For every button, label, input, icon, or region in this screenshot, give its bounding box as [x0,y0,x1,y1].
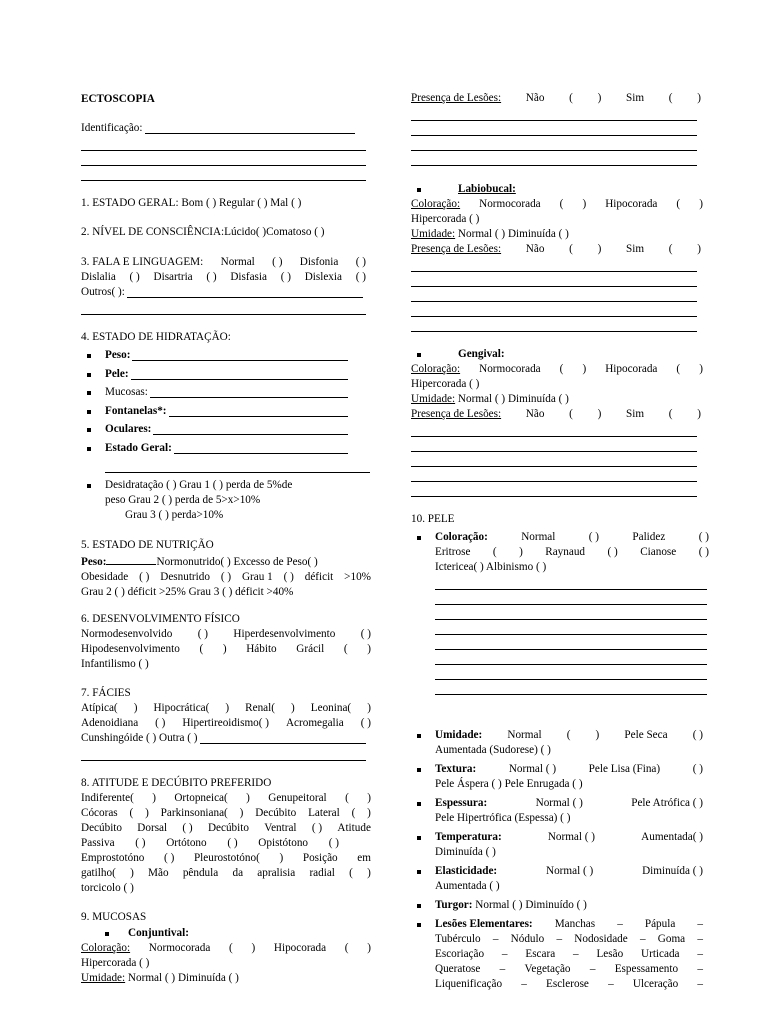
pele-lines[interactable] [435,575,703,695]
hidratacao-extra-line[interactable] [105,458,370,473]
gengival-body[interactable]: Coloração: Normocorada ( ) Hipocorada ( ) Hipercorada ( ) Umidade: Normal ( ) Diminuída ( ) Presença de Lesões: Não ( ) Sim ( ) [411,362,703,497]
labiobucal-body[interactable]: Coloração: Normocorada ( ) Hipocorada ( ) Hipercorada ( ) Umidade: Normal ( ) Diminuída ( ) Presença de Lesões: Não ( ) Sim ( ) [411,197,703,332]
identificacao-label: Identificação: [81,122,143,134]
gengival-title: Gengival: [411,347,703,362]
nutricao-body[interactable]: Peso: Normonutrido( ) Excesso de Peso( ) Obesidade ( ) Desnutrido ( ) Grau 1 ( ) déficit >10% Grau 2 ( ) déficit >25% Grau 3 ( ) déficit >40% [81,553,371,600]
mucosas-header: 9. MUCOSAS [81,911,147,923]
outros-line[interactable] [127,285,363,298]
desenvolvimento-header: 6. DESENVOLVIMENTO FÍSICO [81,613,240,625]
nivel-consciencia[interactable]: 2. NÍVEL DE CONSCIÊNCIA:Lúcido( )Comatoso ( ) [81,226,325,238]
desenvolvimento-body[interactable]: Normodesenvolvido ( ) Hiperdesenvolvimento ( ) Hipodesenvolvimento ( ) Hábito Grácil ( ) Infantilismo ( ) [81,628,371,670]
facies-header: 7. FÁCIES [81,687,131,699]
hidratacao-peso[interactable]: Peso: [81,348,371,367]
pele-attributes-list [411,728,703,992]
page-title: ECTOSCOPIA [81,93,155,105]
hidratacao-estado-geral[interactable]: Estado Geral: [81,441,371,460]
pele-lesoes-elementares[interactable]: Lesões Elementares: Manchas – Pápula – Tubérculo – Nódulo – Nodosidade – Goma – Escoriação – Escara – Lesão Urticada – Queratose – Vegetação – Espessamento – Liquenificação – Esclerose – Ulceração – [411,917,703,992]
desidratacao-grau3[interactable]: Grau 3 ( ) perda>10% [125,509,224,521]
pele-coloracao[interactable]: Coloração: Normal ( ) Palidez ( ) Eritrose ( ) Raynaud ( ) Cianose ( ) Ictericea( ) Albinismo ( ) [411,530,703,575]
labiobucal-title: Labiobucal: [411,182,703,197]
conjuntival-title: Conjuntival: [81,926,371,941]
pele-header: 10. PELE [411,513,455,525]
presenca-lesoes-conjuntival[interactable]: Presença de Lesões: Não ( ) Sim ( ) [411,91,703,166]
estado-geral[interactable]: 1. ESTADO GERAL: Bom ( ) Regular ( ) Mal ( ) [81,197,302,209]
pele-espessura[interactable]: Espessura: Normal ( ) Pele Atrófica ( ) Pele Hipertrófica (Espessa) ( ) [411,796,703,826]
gengival-list [411,347,703,362]
atitude-header: 8. ATITUDE E DECÚBITO PREFERIDO [81,777,272,789]
pele-temperatura[interactable]: Temperatura: Normal ( ) Aumentada( ) Diminuída ( ) [411,830,703,860]
mucosas-list [81,926,371,941]
desidratacao-item[interactable]: Desidratação ( ) Grau 1 ( ) perda de 5%de peso Grau 2 ( ) perda de 5>x>10% [81,478,371,508]
hidratacao-header: 4. ESTADO DE HIDRATAÇÃO: [81,331,231,343]
labiobucal-list [411,182,703,197]
hidratacao-oculares[interactable]: Oculares: [81,422,371,441]
identificacao-line-3[interactable] [81,151,366,166]
pele-elasticidade[interactable]: Elasticidade: Normal ( ) Diminuída ( ) Aumentada ( ) [411,864,703,894]
fala-line-2[interactable] [81,300,366,315]
hidratacao-fontanelas[interactable]: Fontanelas*: [81,404,371,423]
facies-body[interactable]: Atípica( ) Hipocrática( ) Renal( ) Leonina( ) Adenoidiana ( ) Hipertireoidismo( ) Acromegalia ( ) Cunshingóide ( ) Outra ( ) [81,701,371,761]
identificacao-line-2[interactable] [81,136,366,151]
desidratacao-list [81,478,371,508]
pele-umidade[interactable]: Umidade: Normal ( ) Pele Seca ( ) Aumentada (Sudorese) ( ) [411,728,703,758]
pele-coloracao-list [411,530,709,575]
hidratacao-pele[interactable]: Pele: [81,367,371,386]
identificacao-field [81,121,371,181]
atitude-body[interactable]: Indiferente( ) Ortopneica( ) Genupeitoral ( ) Cócoras ( ) Parkinsoniana( ) Decúbito Lateral ( ) Decúbito Dorsal ( ) Decúbito Ventral ( ) Atitude Passiva ( ) Ortótono ( ) Opistótono ( ) Emprostotóno ( ) Pleurostotóno( ) Posição em gatilho( ) Mão pêndula da apralisia radial ( ) torcicolo ( ) [81,792,371,894]
nutricao-header: 5. ESTADO DE NUTRIÇÃO [81,539,214,551]
pele-turgor[interactable]: Turgor: Normal ( ) Diminuído ( ) [411,898,703,913]
identificacao-line-4[interactable] [81,166,366,181]
fala-linguagem[interactable]: 3. FALA E LINGUAGEM: Normal ( ) Disfonia ( ) Dislalia ( ) Disartria ( ) Disfasia ( ) Dislexia ( ) Outros( ): [81,255,371,315]
hidratacao-mucosas[interactable]: Mucosas: [81,385,371,404]
pele-textura[interactable]: Textura: Normal ( ) Pele Lisa (Fina) ( ) Pele Áspera ( ) Pele Enrugada ( ) [411,762,703,792]
conjuntival-body[interactable]: Coloração: Normocorada ( ) Hipocorada ( ) Hipercorada ( ) Umidade: Normal ( ) Diminuída ( ) [81,942,371,984]
identificacao-line[interactable] [145,121,355,134]
hidratacao-list [81,348,371,459]
